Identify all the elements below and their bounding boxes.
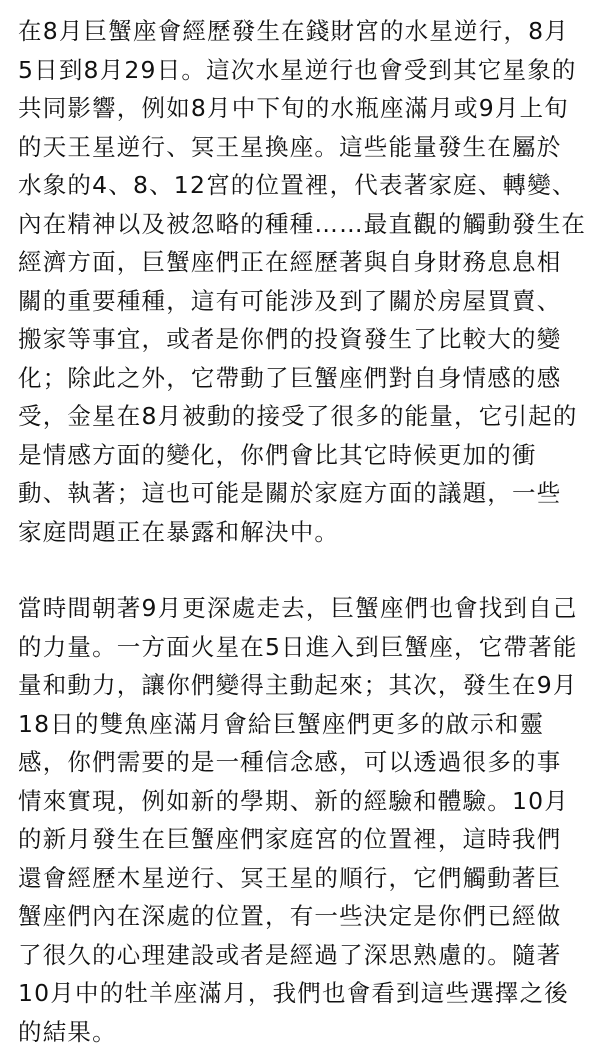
text-line: 的天王星逆行、冥王星換座。這些能量發生在屬於 bbox=[18, 128, 594, 167]
text-line: 的力量。一方面火星在5日進入到巨蟹座，它帶著能 bbox=[18, 628, 594, 667]
text-line: 了很久的心理建設或者是經過了深思熟慮的。隨著 bbox=[18, 936, 594, 975]
text-line: 關的重要種種，這有可能涉及到了關於房屋買賣、 bbox=[18, 282, 594, 321]
text-line: 量和動力，讓你們變得主動起來；其次，發生在9月 bbox=[18, 666, 594, 705]
paragraph-spacer bbox=[18, 551, 594, 589]
text-line: 5日到8月29日。這次水星逆行也會受到其它星象的 bbox=[18, 51, 594, 90]
text-line: 是情感方面的變化，你們會比其它時候更加的衝 bbox=[18, 436, 594, 475]
text-line: 內在精神以及被忽略的種種……最直觀的觸動發生在 bbox=[18, 205, 594, 244]
text-line: 水象的4、8、12宮的位置裡，代表著家庭、轉變、 bbox=[18, 166, 594, 205]
text-line: 動、執著；這也可能是關於家庭方面的議題，一些 bbox=[18, 474, 594, 513]
text-line: 情來實現，例如新的學期、新的經驗和體驗。10月 bbox=[18, 782, 594, 821]
text-line: 共同影響，例如8月中下旬的水瓶座滿月或9月上旬 bbox=[18, 89, 594, 128]
text-line: 還會經歷木星逆行、冥王星的順行，它們觸動著巨 bbox=[18, 859, 594, 898]
paragraph-september-october bbox=[18, 589, 594, 1051]
text-line: 10月中的牡羊座滿月，我們也會看到這些選擇之後 bbox=[18, 974, 594, 1013]
text-line: 的結果。 bbox=[18, 1013, 594, 1051]
text-line: 家庭問題正在暴露和解決中。 bbox=[18, 513, 594, 552]
text-line: 感，你們需要的是一種信念感，可以透過很多的事 bbox=[18, 743, 594, 782]
text-line: 受，金星在8月被動的接受了很多的能量，它引起的 bbox=[18, 397, 594, 436]
text-line: 當時間朝著9月更深處走去，巨蟹座們也會找到自己 bbox=[18, 589, 594, 628]
text-line: 經濟方面，巨蟹座們正在經歷著與自身財務息息相 bbox=[18, 243, 594, 282]
text-line: 搬家等事宜，或者是你們的投資發生了比較大的變 bbox=[18, 320, 594, 359]
text-line: 化；除此之外，它帶動了巨蟹座們對自身情感的感 bbox=[18, 359, 594, 398]
paragraph-august bbox=[18, 12, 594, 551]
text-line: 的新月發生在巨蟹座們家庭宮的位置裡，這時我們 bbox=[18, 820, 594, 859]
text-line: 在8月巨蟹座會經歷發生在錢財宮的水星逆行，8月 bbox=[18, 12, 594, 51]
text-line: 蟹座們內在深處的位置，有一些決定是你們已經做 bbox=[18, 897, 594, 936]
text-line: 18日的雙魚座滿月會給巨蟹座們更多的啟示和靈 bbox=[18, 705, 594, 744]
